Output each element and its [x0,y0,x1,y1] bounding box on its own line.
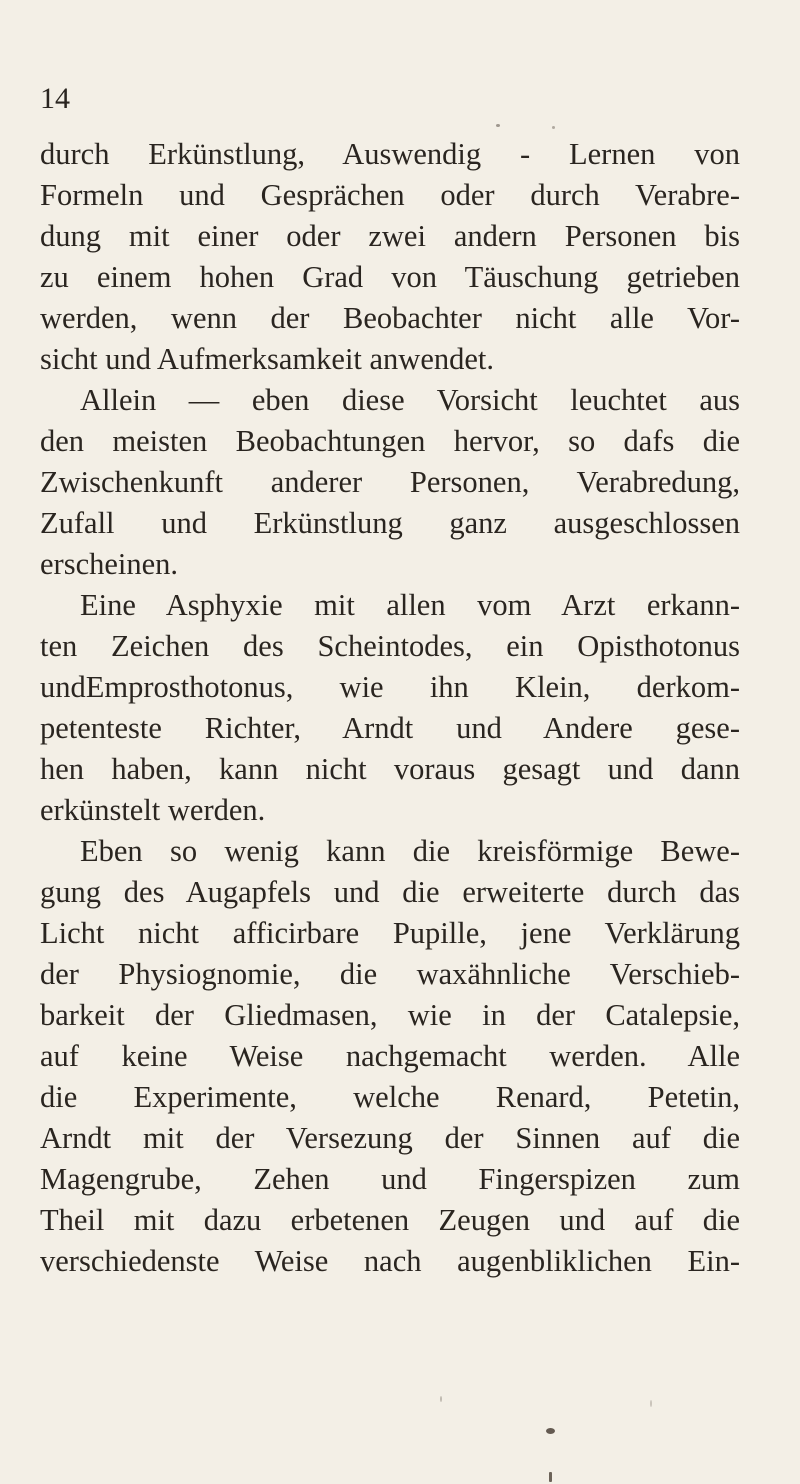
body-text [40,134,740,1282]
text-line: undEmprosthotonus, wie ihn Klein, derkom- [40,670,740,704]
ink-speck [650,1400,652,1407]
text-line: hen haben, kann nicht voraus gesagt und dann [40,752,740,786]
text-line: Arndt mit der Versezung der Sinnen auf die [40,1121,740,1155]
text-line: Eine Asphyxie mit allen vom Arzt erkann- [80,588,740,622]
text-line: Formeln und Gesprächen oder durch Verabre- [40,178,740,212]
text-line: der Physiognomie, die waxähnliche Verschieb- [40,957,740,991]
text-line: durch Erkünstlung, Auswendig - Lernen von [40,137,740,171]
text-line: zu einem hohen Grad von Täuschung getrieben [40,260,740,294]
text-line: Allein — eben diese Vorsicht leuchtet aus [80,383,740,417]
text-line: Eben so wenig kann die kreisförmige Bewe- [80,834,740,868]
text-line: werden, wenn der Beobachter nicht alle Vor- [40,301,740,335]
ink-speck [496,124,500,127]
ink-speck [552,126,555,129]
text-line: Licht nicht afficirbare Pupille, jene Verklärung [40,916,740,950]
text-line: die Experimente, welche Renard, Petetin, [40,1080,740,1114]
ink-speck [440,1396,442,1402]
text-line: Zwischenkunft anderer Personen, Verabredung, [40,465,740,499]
text-line: barkeit der Gliedmasen, wie in der Catalepsie, [40,998,740,1032]
text-line: erscheinen. [40,547,179,581]
text-line: Zufall und Erkünstlung ganz ausgeschlossen [40,506,740,540]
ink-speck [546,1428,555,1434]
text-line: Magengrube, Zehen und Fingerspizen zum [40,1162,740,1196]
ink-speck [549,1472,552,1482]
text-line: auf keine Weise nachgemacht werden. Alle [40,1039,740,1073]
text-line: gung des Augapfels und die erweiterte durch das [40,875,740,909]
text-line: ten Zeichen des Scheintodes, ein Opisthotonus [40,629,740,663]
text-line: petenteste Richter, Arndt und Andere gese- [40,711,740,745]
text-line: sicht und Aufmerksamkeit anwendet. [40,342,495,376]
text-line: den meisten Beobachtungen hervor, so dafs die [40,424,740,458]
page-number: 14 [40,82,70,115]
text-line: erkünstelt werden. [40,793,266,827]
text-line: verschiedenste Weise nach augenbliklichen Ein- [40,1244,740,1278]
text-line: dung mit einer oder zwei andern Personen bis [40,219,740,253]
text-line: Theil mit dazu erbetenen Zeugen und auf die [40,1203,740,1237]
